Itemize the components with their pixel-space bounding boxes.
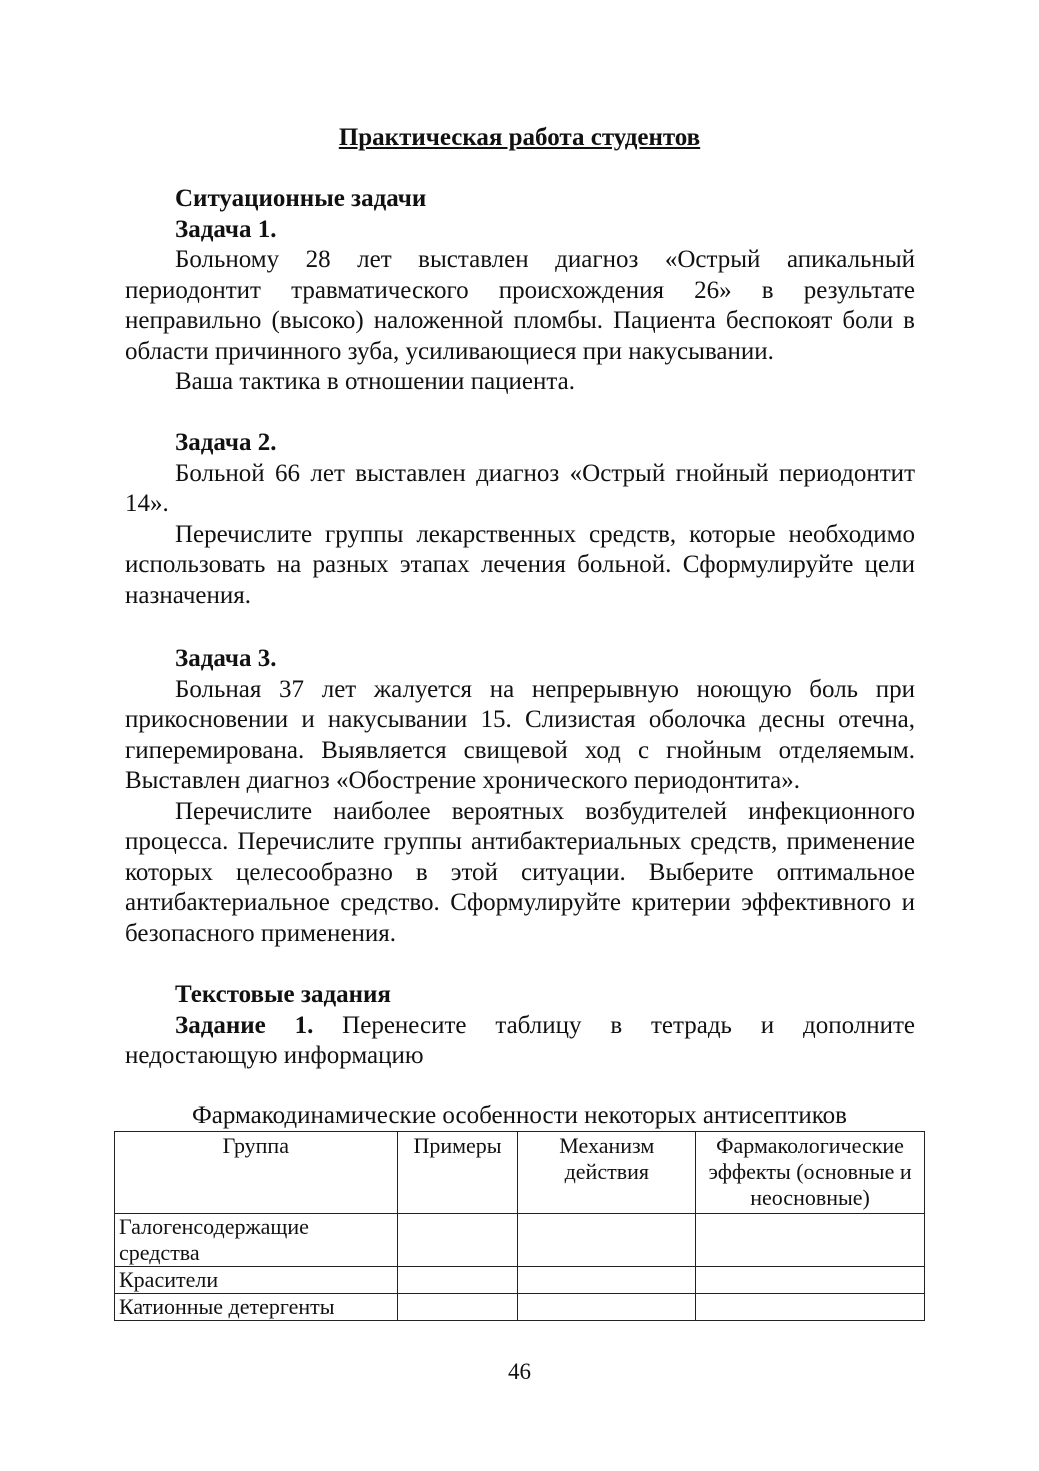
assignment-1-label: Задание 1. (175, 1011, 314, 1039)
column-header: Механизм действия (518, 1132, 696, 1214)
task-1-text: Больному 28 лет выставлен диагноз «Острый апикальный периодонтит травматического происхождения 26» в результате неправильно (высоко) наложенной пломбы. Пациента беспокоят боли в области причинного зуба, усиливающиеся при накусывании. (125, 246, 915, 365)
text-tasks-section (125, 980, 915, 1072)
antiseptics-table (114, 1131, 925, 1321)
table-cell (696, 1294, 925, 1321)
table-cell: Красители (115, 1267, 398, 1294)
section-heading: Ситуационные задачи (175, 185, 427, 212)
table-cell (696, 1214, 925, 1267)
assignment-1-text: Перенесите таблицу в тетрадь и дополните недостающую информацию (125, 1011, 915, 1069)
table-row (115, 1267, 925, 1294)
table-cell (696, 1267, 925, 1294)
table-cell (518, 1214, 696, 1267)
task-3-label: Задача 3. (175, 645, 277, 672)
task-2-label: Задача 2. (175, 429, 277, 456)
task-2-block (125, 428, 915, 611)
task-1-question: Ваша тактика в отношении пациента. (175, 368, 575, 395)
table-caption: Фармакодинамические особенности некоторых антисептиков (192, 1102, 847, 1129)
page-title: Практическая работа студентов (338, 124, 701, 151)
table-cell (397, 1294, 518, 1321)
column-header: Фармакологические эффекты (основные и неосновные) (696, 1132, 925, 1214)
table-header-row (115, 1132, 925, 1214)
task-1-label: Задача 1. (175, 215, 277, 243)
table-row (115, 1214, 925, 1267)
page-number: 46 (508, 1359, 531, 1384)
task-3-block (125, 644, 915, 949)
table-row (115, 1294, 925, 1321)
task-3-question: Перечислите наиболее вероятных возбудителей инфекционного процесса. Перечислите группы антибактериальных средств, применение которых целесообразно в этой ситуации. Выберите оптимальное антибактериальное средство. Сформулируйте критерии эффективного и безопасного применения. (125, 797, 915, 947)
table-cell (518, 1294, 696, 1321)
task-2-text: Больной 66 лет выставлен диагноз «Острый гнойный периодонтит 14». (125, 459, 915, 517)
situational-tasks-section (125, 184, 915, 398)
column-header: Примеры (397, 1132, 518, 1214)
task-2-question: Перечислите группы лекарственных средств, которые необходимо использовать на разных этапах лечения больной. Сформулируйте цели назначения. (125, 520, 915, 609)
column-header: Группа (115, 1132, 398, 1214)
task-3-text: Больная 37 лет жалуется на непрерывную ноющую боль при прикосновении и накусывании 15. Слизистая оболочка десны отечна, гиперемирована. Выявляется свищевой ход с гнойным отделяемым. Выставлен диагноз «Обострение хронического периодонтита». (125, 675, 915, 794)
section-heading: Текстовые задания (175, 981, 391, 1008)
assignment-1 (125, 1011, 915, 1072)
table-cell (397, 1214, 518, 1267)
table-cell (397, 1267, 518, 1294)
table-cell (518, 1267, 696, 1294)
table-cell: Галогенсодержащие средства (115, 1214, 398, 1267)
table-cell: Катионные детергенты (115, 1294, 398, 1321)
